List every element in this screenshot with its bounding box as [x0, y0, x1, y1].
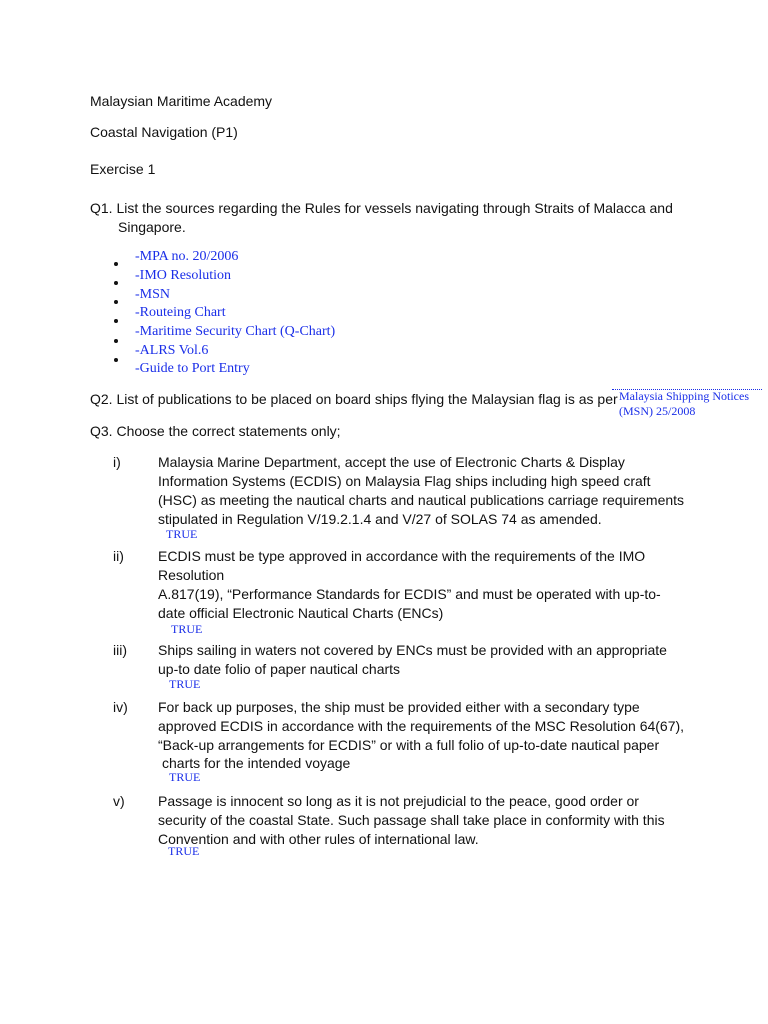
q1-answer-item: -Routeing Chart — [135, 305, 226, 320]
statement-line: ECDIS must be type approved in accordance with the requirements of the IMO — [158, 548, 646, 564]
statement-line: Ships sailing in waters not covered by ENCs must be provided with an appropriate — [158, 642, 667, 658]
statement-numeral: iii) — [113, 642, 127, 658]
statement-numeral: v) — [113, 793, 125, 809]
q1-answer-item: -IMO Resolution — [135, 268, 232, 283]
q1-answer-item: -MSN — [135, 287, 171, 302]
statement-answer: TRUE — [169, 677, 201, 691]
q2-answer-line2: (MSN) 25/2008 — [619, 404, 696, 418]
bullet-dot — [114, 358, 118, 362]
statement-answer: TRUE — [169, 770, 201, 784]
statement-numeral: ii) — [113, 548, 124, 564]
statement-line: Information Systems (ECDIS) on Malaysia Flag ships including high speed craft — [158, 473, 651, 489]
q1-answer-item: -MPA no. 20/2006 — [135, 249, 239, 264]
q1-answer-item: -Guide to Port Entry — [135, 361, 250, 376]
statement-line: Passage is innocent so long as it is not prejudicial to the peace, good order or — [158, 793, 639, 809]
statement-numeral: iv) — [113, 699, 128, 715]
statement-line: “Back-up arrangements for ECDIS” or with a full folio of up-to-date nautical paper — [158, 737, 660, 753]
statement-line: Resolution — [158, 567, 225, 583]
statement-line: For back up purposes, the ship must be provided either with a secondary type — [158, 699, 640, 715]
bullet-dot — [114, 281, 118, 285]
statement-answer: TRUE — [166, 527, 198, 541]
statement-line: (HSC) as meeting the nautical charts and nautical publications carriage requirements — [158, 492, 685, 508]
statement-line: stipulated in Regulation V/19.2.1.4 and V/27 of SOLAS 74 as amended. — [158, 511, 602, 527]
statement-answer: TRUE — [171, 622, 203, 636]
statement-line: date official Electronic Nautical Charts (ENCs) — [158, 605, 444, 621]
q3-question: Q3. Choose the correct statements only; — [90, 423, 341, 439]
q2-question: Q2. List of publications to be placed on board ships flying the Malaysian flag is as per — [90, 391, 618, 407]
q1-question-line2: Singapore. — [118, 219, 186, 235]
bullet-dot — [114, 262, 118, 266]
statement-line: Malaysia Marine Department, accept the use of Electronic Charts & Display — [158, 454, 625, 470]
statement-line: Convention and with other rules of international law. — [158, 831, 479, 847]
bullet-dot — [114, 339, 118, 343]
statement-line: A.817(19), “Performance Standards for ECDIS” and must be operated with up-to- — [158, 586, 661, 602]
bullet-dot — [114, 300, 118, 304]
course-title: Coastal Navigation (P1) — [90, 124, 238, 140]
statement-line: approved ECDIS in accordance with the requirements of the MSC Resolution 64(67), — [158, 718, 685, 734]
statement-line: security of the coastal State. Such passage shall take place in conformity with this — [158, 812, 665, 828]
q1-answer-item: -ALRS Vol.6 — [135, 343, 209, 358]
q1-question-line1: Q1. List the sources regarding the Rules for vessels navigating through Straits of Malacca and — [90, 200, 673, 216]
q2-answer-line1: Malaysia Shipping Notices — [619, 389, 749, 403]
statement-line: charts for the intended voyage — [162, 755, 351, 771]
exercise-title: Exercise 1 — [90, 161, 156, 177]
bullet-dot — [114, 319, 118, 323]
statement-line: up-to date folio of paper nautical charts — [158, 661, 401, 677]
statement-answer: TRUE — [168, 844, 200, 858]
statement-numeral: i) — [113, 454, 121, 470]
institution-name: Malaysian Maritime Academy — [90, 93, 273, 109]
q1-answer-item: -Maritime Security Chart (Q-Chart) — [135, 324, 336, 339]
